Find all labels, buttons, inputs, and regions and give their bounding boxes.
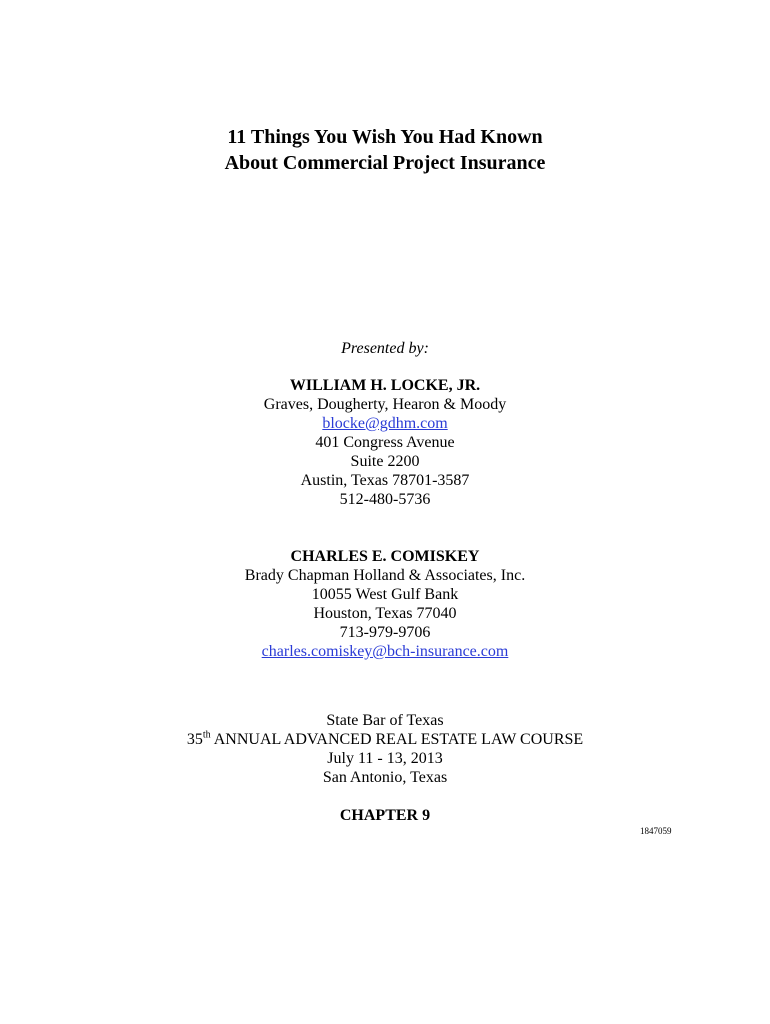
- event-location: San Antonio, Texas: [322, 769, 448, 786]
- presenter-address-line2: Suite 2200: [350, 453, 420, 470]
- document-title: [0, 124, 770, 176]
- presented-by-label: Presented by:: [341, 340, 429, 357]
- presenter-email-link[interactable]: blocke@gdhm.com: [322, 415, 448, 432]
- presenter-name: WILLIAM H. LOCKE, JR.: [289, 377, 481, 394]
- presenter-firm: Brady Chapman Holland & Associates, Inc.: [244, 567, 526, 584]
- document-number: 1847059: [640, 826, 672, 836]
- title-line-2: About Commercial Project Insurance: [224, 152, 546, 174]
- title-line-1: 11 Things You Wish You Had Known: [227, 126, 543, 148]
- event-course-name: ANNUAL ADVANCED REAL ESTATE LAW COURSE: [210, 731, 584, 748]
- presenter-phone: 713-979-9706: [339, 624, 431, 641]
- chapter-label: CHAPTER 9: [339, 807, 431, 824]
- event-ordinal-suffix: th: [202, 729, 211, 741]
- presenter-block-comiskey: [0, 547, 770, 661]
- presenter-firm: Graves, Dougherty, Hearon & Moody: [263, 396, 507, 413]
- presenter-name: CHARLES E. COMISKEY: [290, 548, 480, 565]
- presenter-city: Austin, Texas 78701-3587: [300, 472, 470, 489]
- presenter-address-line1: 401 Congress Avenue: [315, 434, 455, 451]
- event-ordinal-number: 35: [186, 731, 203, 748]
- presenter-email-link[interactable]: charles.comiskey@bch-insurance.com: [261, 643, 509, 660]
- presenter-address-line1: 10055 West Gulf Bank: [311, 586, 459, 603]
- presenter-city: Houston, Texas 77040: [313, 605, 457, 622]
- event-dates: July 11 - 13, 2013: [327, 750, 443, 767]
- presenter-block-locke: [0, 376, 770, 509]
- event-organization: State Bar of Texas: [326, 712, 444, 729]
- event-info: [0, 711, 770, 787]
- event-course-title: [0, 730, 770, 749]
- presenter-phone: 512-480-5736: [339, 491, 431, 508]
